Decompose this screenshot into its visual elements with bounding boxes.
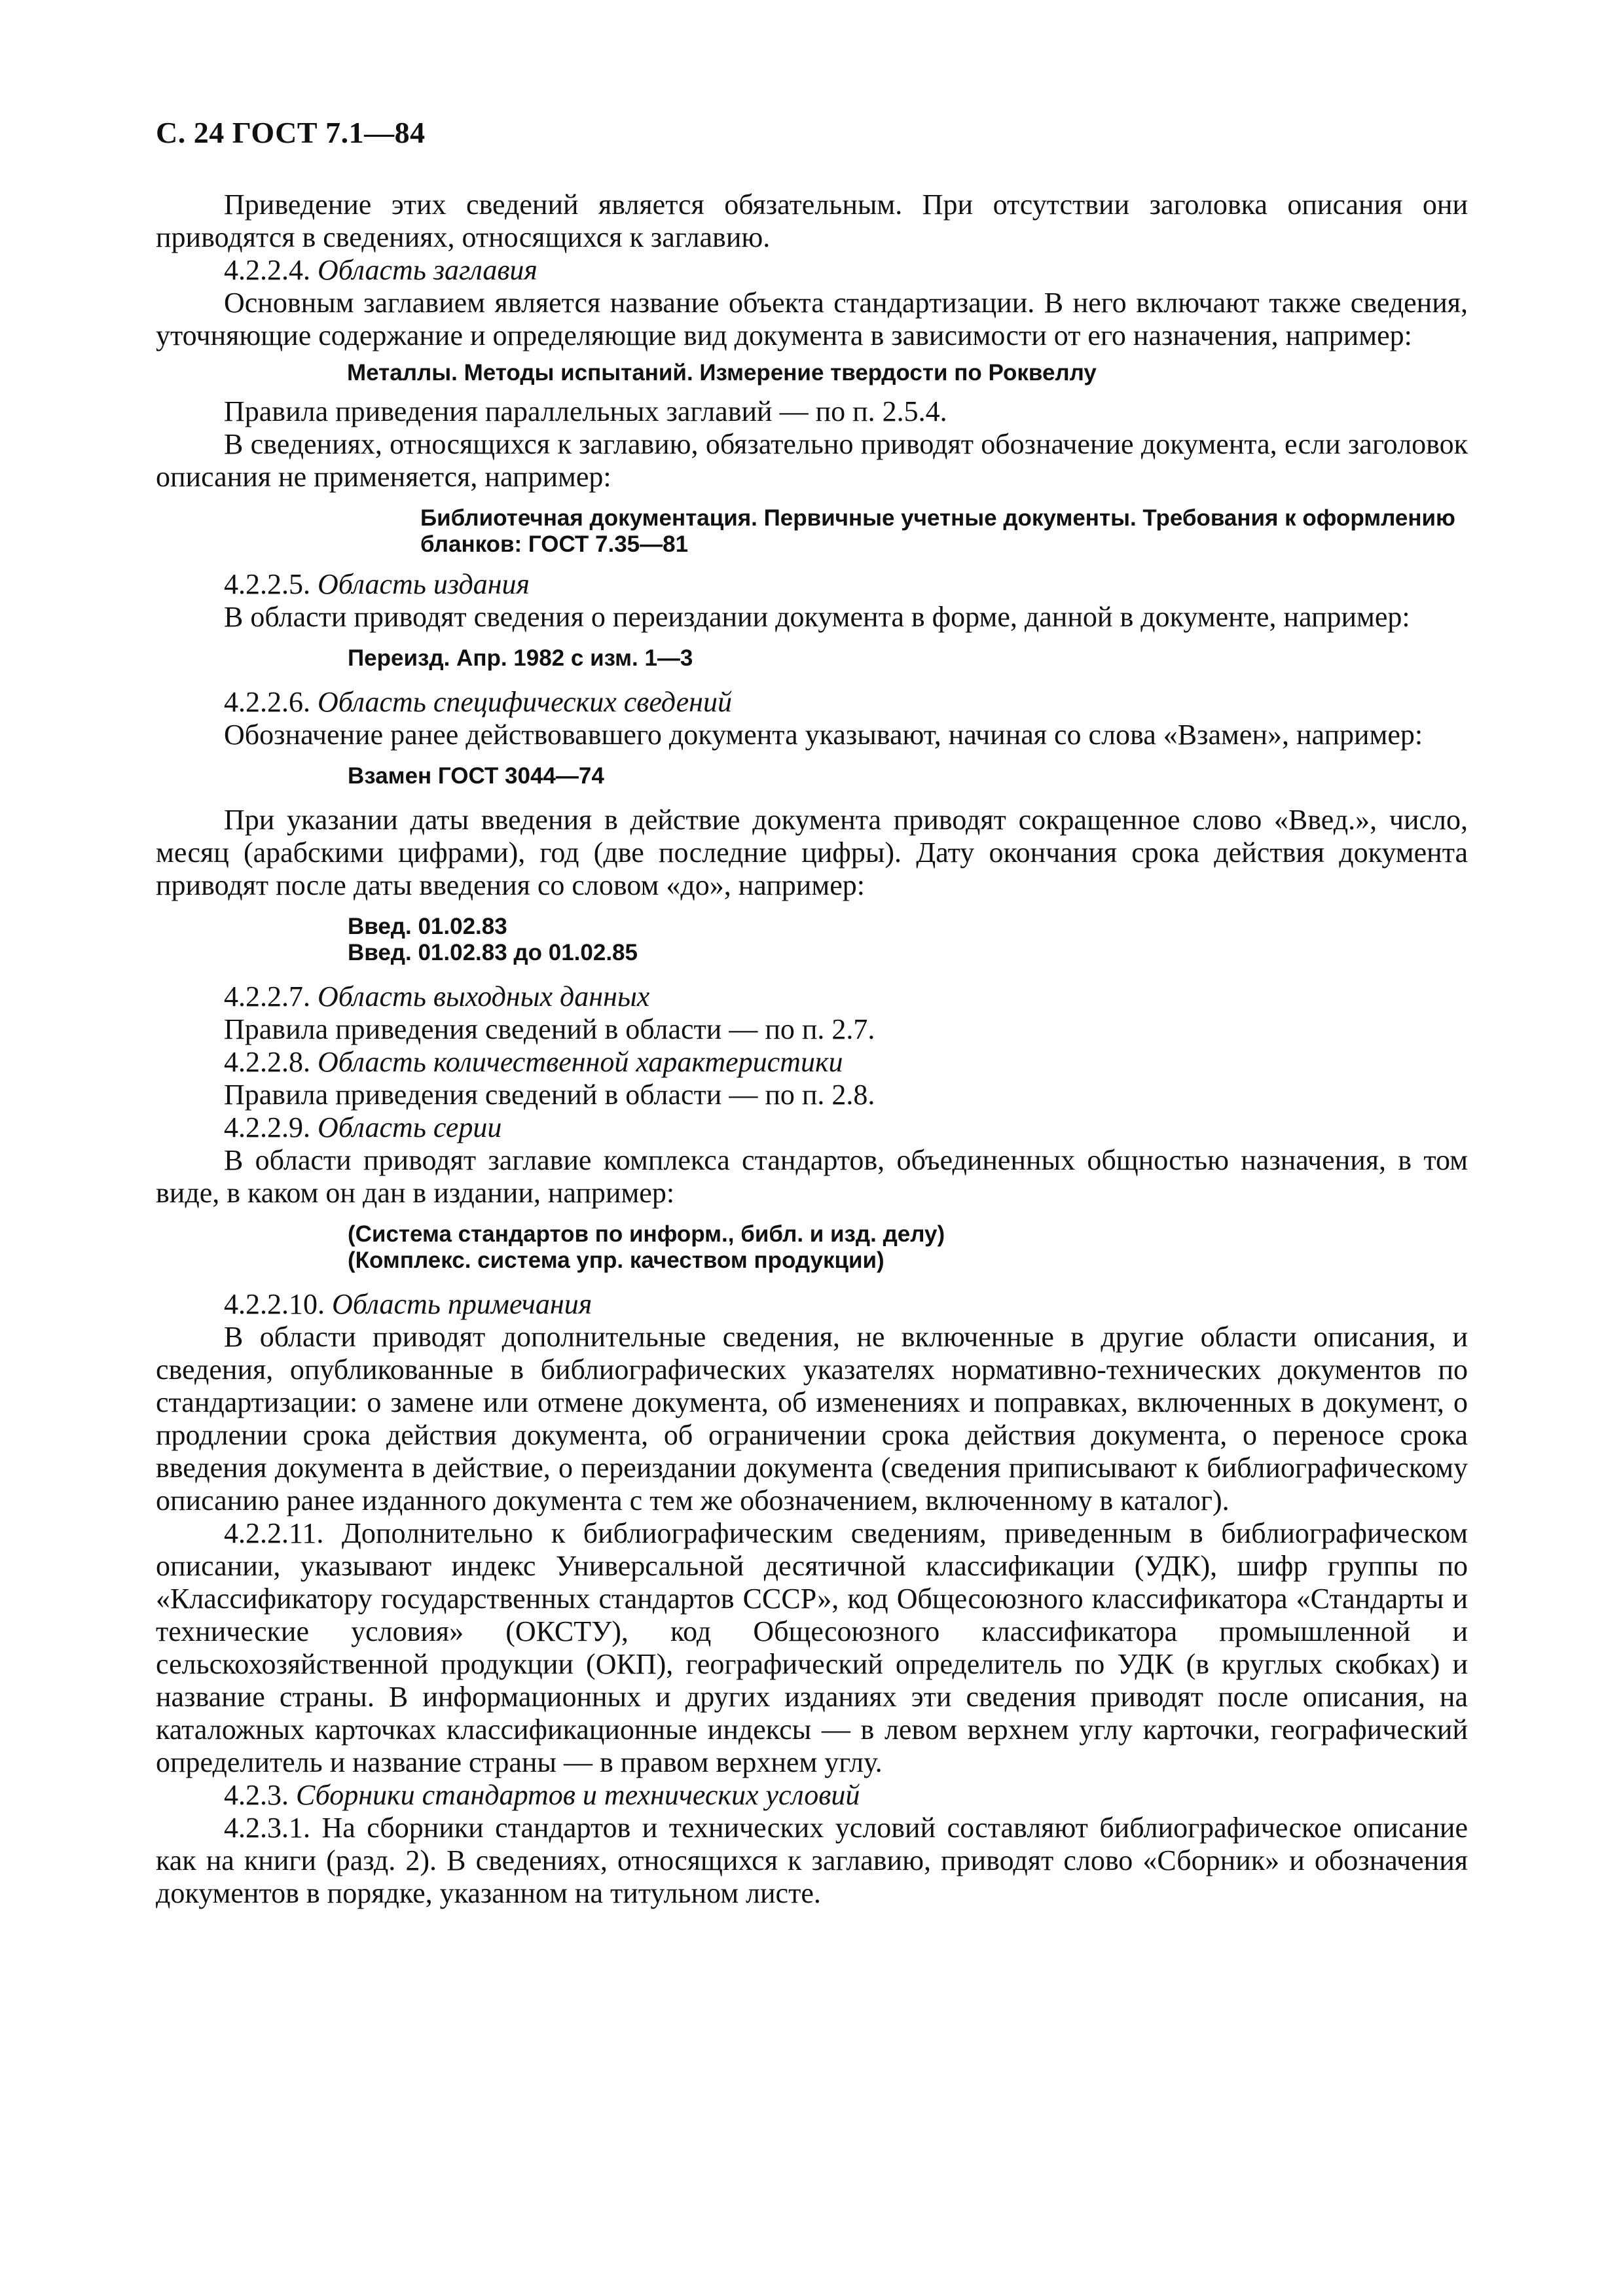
section-number: 4.2.3. [224, 1779, 289, 1811]
page-header: С. 24 ГОСТ 7.1—84 [156, 116, 426, 149]
example-block [156, 902, 1468, 980]
section-heading [156, 980, 1468, 1013]
section-number: 4.2.2.4. [224, 254, 310, 286]
example-block [156, 1210, 1468, 1288]
section-title: Сборники стандартов и технических условий [296, 1779, 860, 1811]
page-body [156, 188, 1468, 1910]
section-heading [156, 254, 1468, 287]
paragraph: В области приводят дополнительные сведения, не включенные в другие области описания, и сведения, опубликованные в библиографических указателях нормативно-технических документов по стандартизации: о замене или отмене документа, об изменениях и поправках, включенных в документ, о продлении срока действия документа, об ограничении срока действия документа, о переносе срока введения документа в действие, о переиздании документа (сведения приписывают к библиографическому описанию ранее изданного документа с тем же обозначением, включенному в каталог). [156, 1321, 1468, 1516]
section-number: 4.2.2.9. [224, 1111, 310, 1143]
section-heading [156, 1779, 1468, 1812]
section-title: Область специфических сведений [318, 686, 732, 718]
paragraph: Обозначение ранее действовавшего документа указывают, начиная со слова «Взамен», например: [224, 719, 1423, 751]
example-text: (Система стандартов по информ., библ. и изд. делу) [348, 1221, 945, 1247]
section-heading [156, 686, 1468, 719]
section-number: 4.2.2.5. [224, 568, 310, 600]
paragraph: Правила приведения сведений в области — по п. 2.8. [224, 1079, 875, 1111]
paragraph: В области приводят сведения о переиздании документа в форме, данной в документе, например: [224, 601, 1410, 633]
section-title: Область количественной характеристики [318, 1046, 843, 1078]
example-text: Введ. 01.02.83 [348, 914, 507, 939]
section-title: Область издания [318, 568, 530, 600]
section-title: Область выходных данных [318, 980, 650, 1013]
example-text: Взамен ГОСТ 3044—74 [348, 763, 604, 789]
section-number: 4.2.2.10. [224, 1288, 325, 1320]
example-text: Переизд. Апр. 1982 с изм. 1—3 [348, 645, 693, 671]
paragraph: В области приводят заглавие комплекса стандартов, объединенных общностью назначения, в том виде, в каком он дан в издании, например: [156, 1144, 1468, 1209]
paragraph: 4.2.3.1. На сборники стандартов и технических условий составляют библиографическое описание как на книги (разд. 2). В сведениях, относящихся к заглавию, приводят слово «Сборник» и обозначения документов в порядке, указанном на титульном листе. [156, 1812, 1468, 1909]
paragraph: Приведение этих сведений является обязательным. При отсутствии заголовка описания они приводятся в сведениях, относящихся к заглавию. [156, 188, 1468, 253]
example-text: (Комплекс. система упр. качеством продукции) [348, 1247, 884, 1273]
paragraph: Правила приведения сведений в области — по п. 2.7. [224, 1013, 875, 1045]
section-heading [156, 1046, 1468, 1079]
section-number: 4.2.2.8. [224, 1046, 310, 1078]
paragraph: При указании даты введения в действие документа приводят сокращенное слово «Введ.», число, месяц (арабскими цифрами), год (две последние цифры). Дату окончания срока действия документа приводят после даты введения со словом «до», например: [156, 804, 1468, 901]
section-heading [156, 568, 1468, 601]
example-text: Металлы. Методы испытаний. Измерение твердости по Роквеллу [347, 360, 1097, 386]
section-title: Область заглавия [318, 254, 538, 286]
paragraph: Основным заглавием является название объекта стандартизации. В него включают также сведения, уточняющие содержание и определяющие вид документа в зависимости от его назначения, например: [156, 287, 1468, 351]
section-heading [156, 1111, 1468, 1144]
section-title: Область примечания [332, 1288, 593, 1320]
example-text: Библиотечная документация. Первичные учетные документы. Требования к оформлению бланков: ГОСТ 7.35—81 [420, 505, 1455, 557]
example-text: Введ. 01.02.83 до 01.02.85 [348, 940, 638, 965]
section-heading [156, 1288, 1468, 1321]
paragraph: 4.2.2.11. Дополнительно к библиографическим сведениям, приведенным в библиографическом описании, указывают индекс Универсальной десятичной классификации (УДК), шифр группы по «Классификатору государственных стандартов СССР», код Общесоюзного классификатора «Стандарты и технические условия» (ОКСТУ), код Общесоюзного классификатора промышленной и сельскохозяйственной продукции (ОКП), географический определитель по УДК (в круглых скобках) и название страны. В информационных и других изданиях эти сведения приводят после описания, на каталожных карточках классификационные индексы — в левом верхнем углу карточки, географический определитель и название страны — в правом верхнем углу. [156, 1517, 1468, 1778]
paragraph: Правила приведения параллельных заглавий — по п. 2.5.4. [224, 395, 947, 427]
section-title: Область серии [318, 1111, 502, 1143]
section-number: 4.2.2.6. [224, 686, 310, 718]
section-number: 4.2.2.7. [224, 980, 310, 1013]
paragraph: В сведениях, относящихся к заглавию, обязательно приводят обозначение документа, если заголовок описания не применяется, например: [156, 428, 1468, 493]
